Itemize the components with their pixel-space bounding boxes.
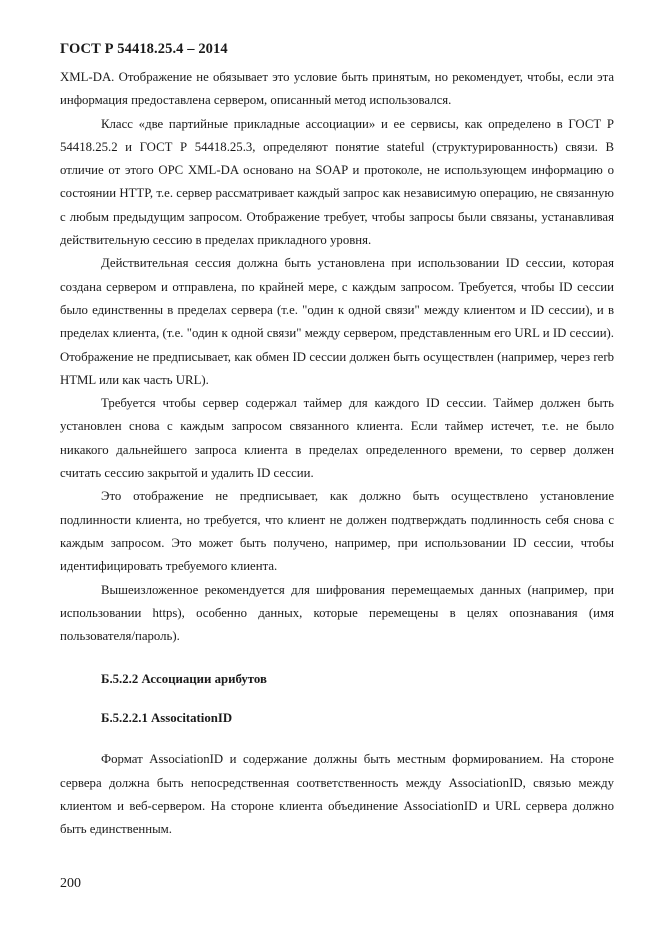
- subsection-heading: Б.5.2.2.1 AssocitationID: [101, 711, 233, 726]
- paragraph: Формат AssociationID и содержание должны быть местным формированием. На стороне сервера должна быть непосредственная соответственность между AssociationID, связью между клиентом и веб-сервером. На стороне клиента объединение AssociationID и URL сервера должно быть единственным.: [60, 752, 614, 837]
- page-content: [60, 66, 614, 842]
- paragraph: Требуется чтобы сервер содержал таймер для каждого ID сессии. Таймер должен быть установлен снова с каждым запросом связанного клиента. Если таймер истечет, т.е. не было никакого дальнейшего запроса клиента в пределах определенного времени, то сервер должен считать сессию закрытой и удалить ID сессии.: [60, 396, 614, 481]
- page-number: 200: [60, 876, 81, 891]
- paragraph: Вышеизложенное рекомендуется для шифрования перемещаемых данных (например, при использовании https), особенно данных, которые перемещены в целях опознавания (имя пользователя/пароль).: [60, 582, 614, 644]
- document-header: ГОСТ Р 54418.25.4 – 2014: [60, 41, 228, 57]
- paragraph: Класс «две партийные прикладные ассоциации» и ее сервисы, как определено в ГОСТ Р 54418.25.2 и ГОСТ Р 54418.25.3, определяют понятие stateful (структурированность) связи. В отличие от этого OPC XML-DA основано на SOAP и протоколе, не использующем информацию о состоянии HTTP, т.е. сервер рассматривает каждый запрос как независимую операцию, не связанную с любым предыдущим запросом. Отображение требует, чтобы запросы были связаны, устанавливая действительную сессию в пределах прикладного уровня.: [60, 116, 614, 248]
- paragraph: Действительная сессия должна быть установлена при использовании ID сессии, которая создана сервером и отправлена, по крайней мере, с каждым запросом. Требуется, чтобы ID сессии было единственны в пределах сервера (т.е. "один к одной связи" между клиентом и ID сессии), и в пределах клиента, (т.е. "один к одной связи" между сервером, представленным его URL и ID сессии). Отображение не предписывает, как обмен ID сессии должен быть осуществлен (например, через rerb HTML или как часть URL).: [60, 256, 614, 387]
- section-heading: Б.5.2.2 Ассоциации арибутов: [101, 672, 267, 687]
- paragraph: Это отображение не предписывает, как должно быть осуществлено установление подлинности клиента, но требуется, что клиент не должен подтверждать подлинность себя снова с каждым запросом. Это может быть получено, например, при использовании ID сессии, чтобы идентифицировать требуемого клиента.: [60, 489, 614, 574]
- paragraph-continuation: XML-DA. Отображение не обязывает это условие быть принятым, но рекомендует, чтобы, если эта информация предоставлена сервером, описанный метод использовался.: [60, 70, 614, 108]
